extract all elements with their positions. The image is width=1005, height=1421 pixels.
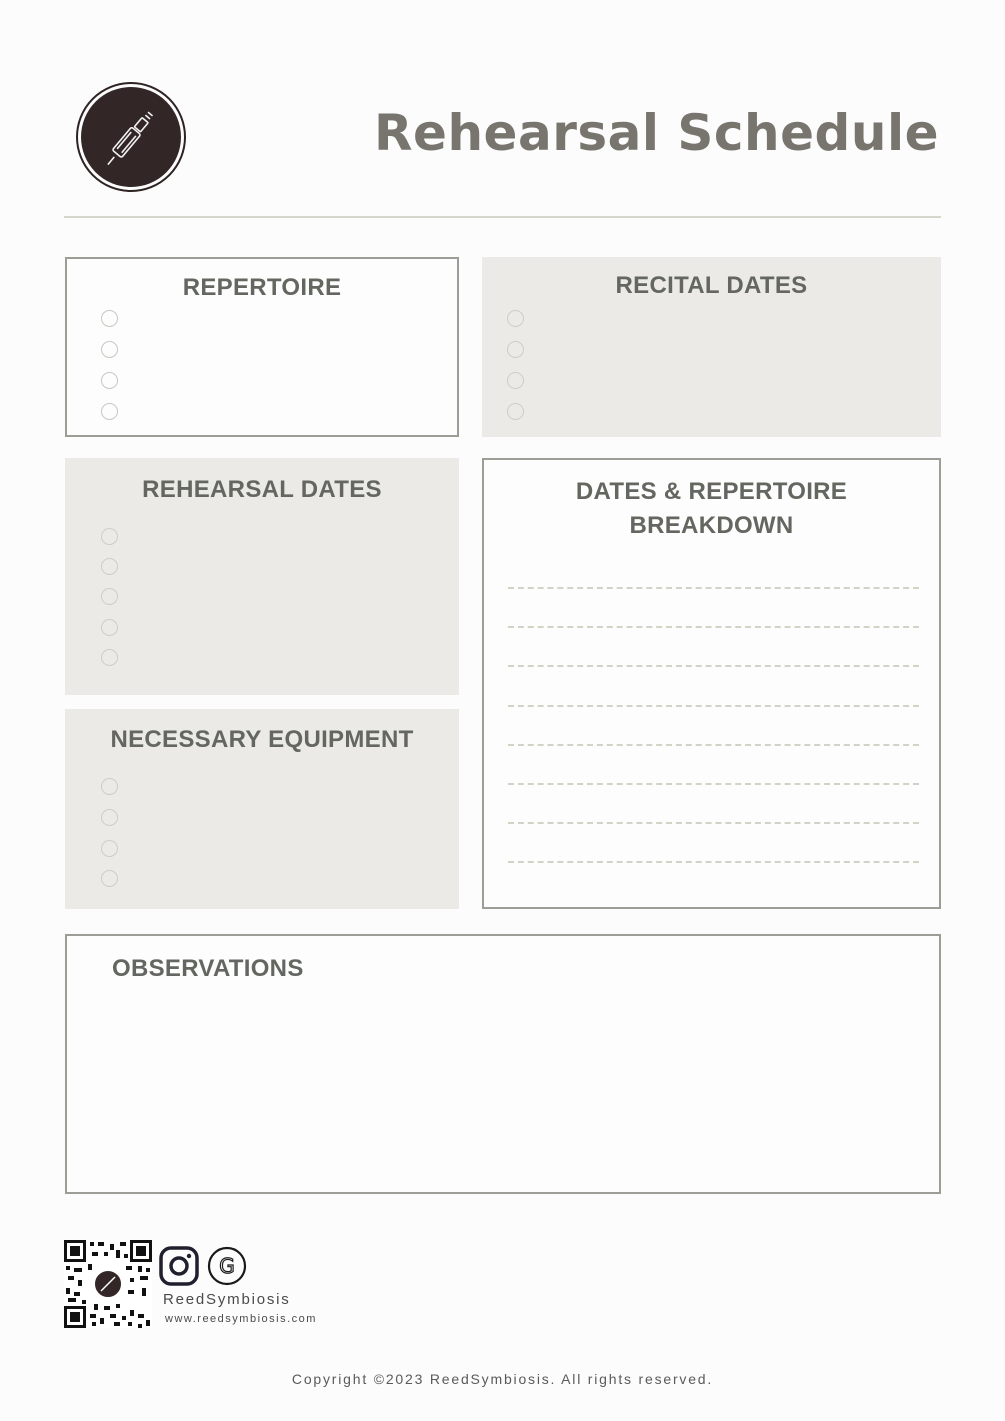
website-link[interactable]: www.reedsymbiosis.com [165,1313,317,1325]
rehearsal-dates-title: REHEARSAL DATES [142,476,382,503]
title-divider [64,216,941,218]
writing-line[interactable] [508,626,919,628]
checkbox-circle[interactable] [101,870,118,887]
writing-line[interactable] [508,705,919,707]
logo-emblem-icon [81,87,181,187]
checkbox-circle[interactable] [101,558,118,575]
breakdown-title-line1: DATES & REPERTOIRE [575,478,848,505]
checkbox-circle[interactable] [101,778,118,795]
checkbox-circle[interactable] [101,840,118,857]
instagram-icon[interactable] [159,1246,199,1286]
checkbox-circle[interactable] [101,372,118,389]
rehearsal-dates-card [65,458,459,695]
recital-dates-title: RECITAL DATES [615,272,808,299]
writing-line[interactable] [508,744,919,746]
brand-logo [76,82,186,192]
necessary-equipment-card [65,709,459,909]
checkbox-circle[interactable] [101,649,118,666]
checkbox-circle[interactable] [101,809,118,826]
checkbox-circle[interactable] [507,310,524,327]
qr-code-icon [64,1240,152,1328]
page-title: Rehearsal Schedule [374,104,939,162]
checkbox-circle[interactable] [101,310,118,327]
copyright-notice: Copyright ©2023 ReedSymbiosis. All rights reserved. [291,1371,714,1387]
writing-line[interactable] [508,861,919,863]
observations-card[interactable] [65,934,941,1194]
checkbox-circle[interactable] [101,588,118,605]
breakdown-title-line2: BREAKDOWN [629,512,794,539]
brand-name: ReedSymbiosis [163,1291,291,1308]
goodreads-icon[interactable] [207,1246,247,1286]
repertoire-card [65,257,459,437]
checkbox-circle[interactable] [507,341,524,358]
writing-line[interactable] [508,665,919,667]
repertoire-title: REPERTOIRE [182,274,342,301]
checkbox-circle[interactable] [101,403,118,420]
writing-line[interactable] [508,822,919,824]
breakdown-card [482,458,941,909]
checkbox-circle[interactable] [101,619,118,636]
recital-dates-card [482,257,941,437]
necessary-equipment-title: NECESSARY EQUIPMENT [110,726,414,753]
checkbox-circle[interactable] [101,341,118,358]
writing-line[interactable] [508,783,919,785]
checkbox-circle[interactable] [101,528,118,545]
observations-title: OBSERVATIONS [112,955,304,982]
checkbox-circle[interactable] [507,372,524,389]
writing-line[interactable] [508,587,919,589]
checkbox-circle[interactable] [507,403,524,420]
svg-text:G: G [219,1254,235,1278]
